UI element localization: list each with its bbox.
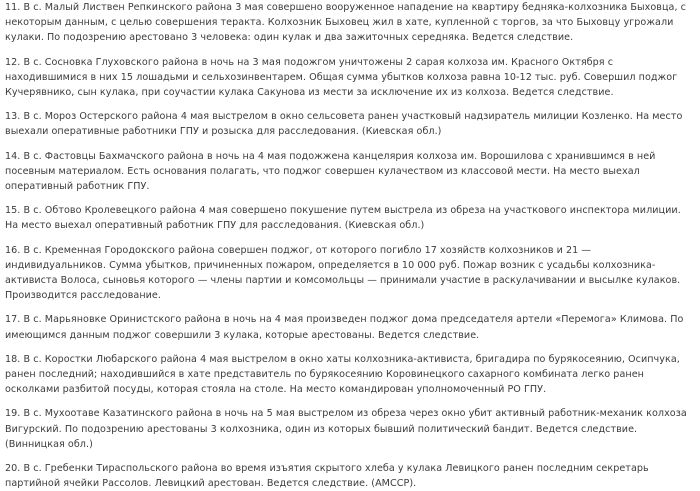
paragraph-number: 13. <box>5 111 21 123</box>
paragraph-text: В с. Мороз Остерского района 4 мая выстрелом в окно сельсовета ранен участковый надзиратель милиции Козленко. На место выехали оперативные работники ГПУ и розыска для расследования. (Киевская обл.) <box>5 111 683 138</box>
paragraph-number: 17. <box>5 314 21 326</box>
document-body <box>5 0 695 491</box>
paragraph-number: 19. <box>5 408 21 420</box>
paragraph-13 <box>5 109 695 139</box>
paragraph-text: В с. Малый Листвен Репкинского района 3 мая совершено вооруженное нападение на квартиру бедняка-колхозника Быховца, с некоторым данным, с целью совершения теракта. Колхозник Быховец жил в хате, купленной с торгов, за что Быховцу угрожали кулаки. По подозрению арестовано 3 человека: один кулак и два зажиточных середняка. Ведется следствие. <box>5 2 686 44</box>
paragraph-number: 16. <box>5 244 21 256</box>
paragraph-number: 14. <box>5 150 21 162</box>
paragraph-text: В с. Обтово Кролевецкого района 4 мая совершено покушение путем выстрела из обреза на участкового инспектора милиции. На место выехал оперативный работник ГПУ для расследования. (Киевская обл.) <box>5 205 681 232</box>
paragraph-number: 11. <box>5 2 21 13</box>
paragraph-15 <box>5 203 695 233</box>
paragraph-text: В с. Кременная Городокского района совершен поджог, от которого погибло 17 хозяйств колхозников и 21 — индивидуальников. Сумма убытков, причиненных пожаром, определяется в 10 000 руб. Пожар возник с усадьбы колхозника-активиста Волоса, сыновья которого — члены партии и комсомольцы — принимали участие в раскулачивании и высылке кулаков. Производится расследование. <box>5 244 681 302</box>
paragraph-text: В с. Гребенки Тираспольского района во время изъятия скрытого хлеба у кулака Левицкого ранен последним секретарь партийной ячейки Рассолов. Левицкий арестован. Ведется следствие. (АМССР). <box>5 463 649 490</box>
paragraph-17 <box>5 312 695 342</box>
paragraph-11 <box>5 0 695 46</box>
paragraph-20 <box>5 461 695 491</box>
paragraph-text: В с. Коростки Любарского района 4 мая выстрелом в окно хаты колхозника-активиста, бригадира по бурякосеянию, Осипчука, ранен последний; находившийся в хате представитель по бурякосеянию Коровинецкого сахарного комбината легко ранен осколками разбитой посуды, которая стояла на столе. На место командирован уполномоченный РО ГПУ. <box>5 353 680 396</box>
paragraph-text: В с. Марьяновке Оринистского района в ночь на 4 мая произведен поджог дома председателя артели «Перемога» Климова. По имеющимся данным поджог совершили 3 кулака, которые арестованы. Ведется следствие. <box>5 314 684 341</box>
paragraph-14 <box>5 149 695 195</box>
paragraph-number: 18. <box>5 353 21 365</box>
paragraph-18 <box>5 352 695 398</box>
paragraph-number: 15. <box>5 205 21 217</box>
paragraph-19 <box>5 406 695 452</box>
paragraph-number: 12. <box>5 56 21 68</box>
paragraph-16 <box>5 243 695 304</box>
paragraph-text: В с. Мухоотаве Казатинского района в ночь на 5 мая выстрелом из обреза через окно убит активный работник-механик колхоза Вигурский. По подозрению арестованы 3 колхозника, один из которых бывший политический бандит. Ведется следствие. (Винницкая обл.) <box>5 408 687 450</box>
paragraph-text: В с. Фастовцы Бахмачского района в ночь на 4 мая подожжена канцелярия колхоза им. Ворошилова с хранившимся в ней посевным материалом. Есть основания полагать, что поджог совершен кулачеством из классовой мести. На место выехал оперативный работник ГПУ. <box>5 150 656 193</box>
paragraph-number: 20. <box>5 463 21 475</box>
paragraph-12 <box>5 55 695 101</box>
paragraph-text: В с. Сосновка Глуховского района в ночь на 3 мая подожгом уничтожены 2 сарая колхоза им. Красного Октября с находившимися в них 15 лошадьми и сельхозинвентарем. Общая сумма убытков колхоза равна 10-12 тыс. руб. Совершил поджог Кучерявнико, сын кулака, при соучастии кулака Сакунова из мести за исключение их из колхоза. Ведется следствие. <box>5 56 678 99</box>
